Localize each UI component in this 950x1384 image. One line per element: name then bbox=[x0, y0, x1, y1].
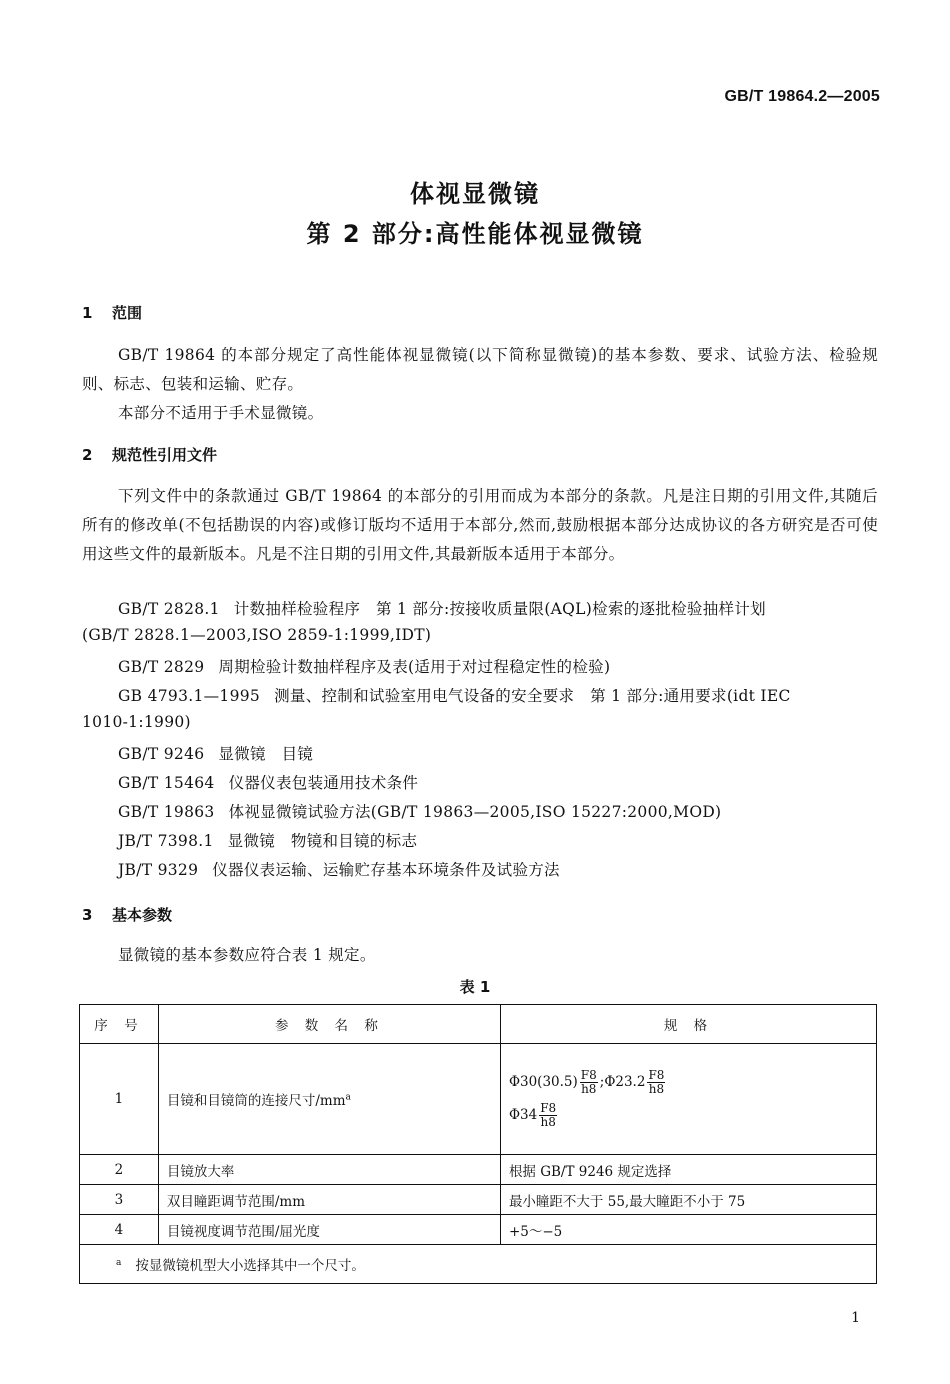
parameter-name: 目镜视度调节范围/屈光度 bbox=[158, 1215, 500, 1245]
reference-item bbox=[118, 742, 313, 764]
fraction-denominator: h8 bbox=[581, 1082, 597, 1096]
parameter-name-text: 目镜和目镜筒的连接尺寸/mm bbox=[166, 1093, 346, 1109]
section-number: 2 bbox=[82, 446, 93, 464]
reference-title: 显微镜 目镜 bbox=[218, 745, 314, 763]
reference-item bbox=[118, 597, 766, 619]
spec-diameter: Φ30(30.5) bbox=[508, 1074, 578, 1090]
table-header: 序 号 bbox=[80, 1005, 159, 1044]
tolerance-fraction bbox=[539, 1102, 557, 1129]
table-row bbox=[80, 1044, 877, 1155]
document-subtitle: 第 2 部分:高性能体视显微镜 bbox=[306, 220, 644, 248]
row-number: 4 bbox=[80, 1215, 159, 1245]
reference-item bbox=[118, 800, 721, 822]
reference-code: GB 4793.1—1995 bbox=[118, 687, 261, 705]
table-footnote-row bbox=[80, 1245, 877, 1284]
reference-continuation: 1010-1:1990) bbox=[82, 713, 191, 731]
row-number: 1 bbox=[80, 1044, 159, 1155]
reference-code: GB/T 2828.1 bbox=[118, 600, 220, 618]
parameter-spec bbox=[500, 1044, 876, 1155]
spec-diameter: Φ23.2 bbox=[604, 1074, 646, 1090]
table-footnote bbox=[80, 1245, 877, 1284]
spec-diameter: Φ34 bbox=[508, 1107, 538, 1123]
fraction-numerator: F8 bbox=[540, 1101, 557, 1115]
section-number: 3 bbox=[82, 906, 93, 924]
fraction-numerator: F8 bbox=[580, 1068, 597, 1082]
section-title: 基本参数 bbox=[112, 906, 173, 924]
parameter-spec: +5～−5 bbox=[500, 1215, 876, 1245]
reference-title: 仪器仪表运输、运输贮存基本环境条件及试验方法 bbox=[212, 861, 560, 879]
row-number: 2 bbox=[80, 1155, 159, 1185]
table-row bbox=[80, 1155, 877, 1185]
reference-code: GB/T 2829 bbox=[118, 658, 205, 676]
table-header: 规 格 bbox=[500, 1005, 876, 1044]
standard-code: GB/T 19864.2—2005 bbox=[724, 88, 880, 105]
spec-separator: ; bbox=[599, 1074, 605, 1090]
reference-item bbox=[118, 858, 560, 880]
fraction-denominator: h8 bbox=[540, 1115, 556, 1129]
row-number: 3 bbox=[80, 1185, 159, 1215]
reference-title: 仪器仪表包装通用技术条件 bbox=[228, 774, 419, 792]
table-header: 参 数 名 称 bbox=[158, 1005, 500, 1044]
table-row bbox=[80, 1185, 877, 1215]
section-3-paragraph: 显微镜的基本参数应符合表 1 规定。 bbox=[118, 946, 376, 964]
section-2-paragraph: 下列文件中的条款通过 GB/T 19864 的本部分的引用而成为本部分的条款。凡是注日期的引用文件,其随后所有的修改单(不包括勘误的内容)或修订版均不适用于本部分,然而,鼓励根据本部分达成协议的各方研究是否可使用这些文件的最新版本。凡是不注日期的引用文件,其最新版本适用于本部分。 bbox=[82, 487, 878, 563]
reference-code: GB/T 15464 bbox=[118, 774, 215, 792]
page-number: 1 bbox=[851, 1310, 860, 1326]
table-header-row bbox=[80, 1005, 877, 1044]
spec-line bbox=[509, 1069, 868, 1096]
reference-title: 测量、控制和试验室用电气设备的安全要求 第 1 部分:通用要求(idt IEC bbox=[274, 687, 791, 705]
parameter-spec: 根据 GB/T 9246 规定选择 bbox=[500, 1155, 876, 1185]
reference-item bbox=[118, 771, 418, 793]
section-1-paragraph-2: 本部分不适用于手术显微镜。 bbox=[118, 404, 324, 422]
section-3-heading bbox=[82, 904, 172, 925]
document-title: 体视显微镜 bbox=[410, 180, 540, 208]
parameter-table bbox=[79, 1004, 877, 1284]
reference-title: 显微镜 物镜和目镜的标志 bbox=[227, 832, 418, 850]
parameter-name: 双目瞳距调节范围/mm bbox=[158, 1185, 500, 1215]
reference-title: 体视显微镜试验方法(GB/T 19863—2005,ISO 15227:2000,MOD) bbox=[228, 803, 722, 821]
footnote-ref: a bbox=[345, 1092, 351, 1103]
section-number: 1 bbox=[82, 304, 93, 322]
parameter-name: 目镜放大率 bbox=[158, 1155, 500, 1185]
fraction-numerator: F8 bbox=[648, 1068, 665, 1082]
reference-item bbox=[118, 684, 791, 706]
reference-code: GB/T 9246 bbox=[118, 745, 205, 763]
reference-code: GB/T 19863 bbox=[118, 803, 215, 821]
reference-title: 计数抽样检验程序 第 1 部分:按接收质量限(AQL)检索的逐批检验抽样计划 bbox=[233, 600, 766, 618]
section-1-paragraph: GB/T 19864 的本部分规定了高性能体视显微镜(以下简称显微镜)的基本参数、要求、试验方法、检验规则、标志、包装和运输、贮存。 bbox=[82, 346, 878, 393]
table-caption: 表 1 bbox=[459, 978, 491, 996]
footnote-text: 按显微镜机型大小选择其中一个尺寸。 bbox=[135, 1258, 365, 1274]
table-row bbox=[80, 1215, 877, 1245]
reference-title: 周期检验计数抽样程序及表(适用于对过程稳定性的检验) bbox=[218, 658, 611, 676]
fraction-denominator: h8 bbox=[648, 1082, 665, 1096]
tolerance-fraction bbox=[580, 1069, 598, 1096]
parameter-spec: 最小瞳距不大于 55,最大瞳距不小于 75 bbox=[500, 1185, 876, 1215]
reference-code: JB/T 9329 bbox=[118, 861, 199, 879]
tolerance-fraction bbox=[647, 1069, 665, 1096]
reference-code: JB/T 7398.1 bbox=[118, 832, 214, 850]
reference-item bbox=[118, 829, 417, 851]
reference-item bbox=[118, 655, 610, 677]
section-1-heading bbox=[82, 302, 142, 323]
spec-line bbox=[509, 1102, 868, 1129]
parameter-name bbox=[158, 1044, 500, 1155]
reference-continuation: (GB/T 2828.1—2003,ISO 2859-1:1999,IDT) bbox=[82, 626, 432, 644]
section-title: 规范性引用文件 bbox=[112, 446, 218, 464]
footnote-mark: a bbox=[116, 1257, 122, 1268]
section-title: 范围 bbox=[112, 304, 143, 322]
section-2-heading bbox=[82, 444, 217, 465]
